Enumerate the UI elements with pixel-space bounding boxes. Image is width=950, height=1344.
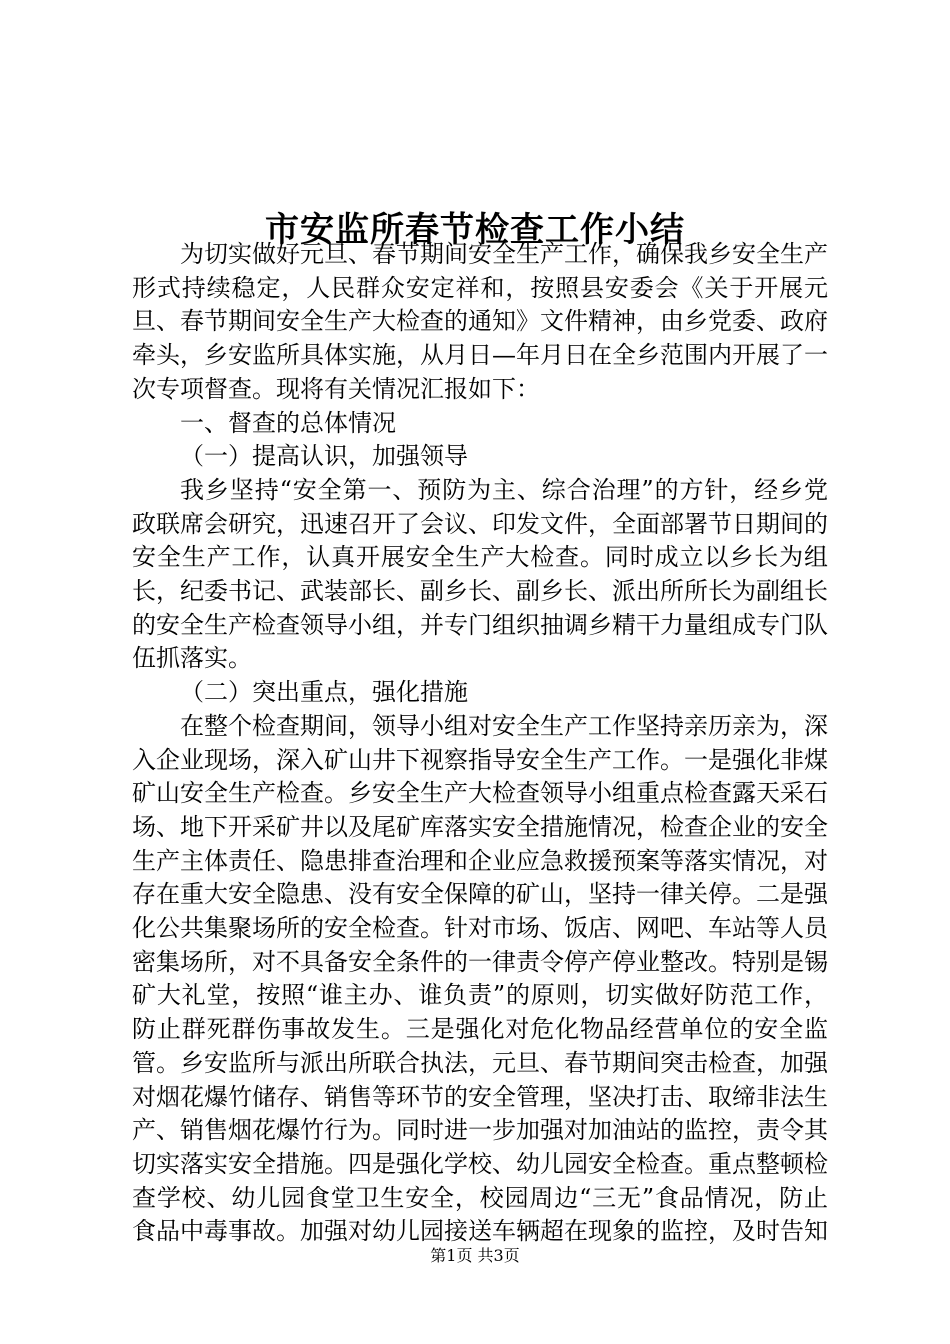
paragraph-intro: 为切实做好元旦、春节期间安全生产工作，确保我乡安全生产形式持续稳定，人民群众安定祥和，按照县安委会《关于开展元旦、春节期间安全生产大检查的通知》文件精神，由乡党委、政府牵头，乡安监所具体实施，从月日—年月日在全乡范围内开展了一次专项督查。现将有关情况汇报如下： [132,240,828,403]
subsection-heading-measures: （二）突出重点，强化措施 [180,678,468,707]
document-body [132,238,828,1249]
paragraph-leadership: 我乡坚持“安全第一、预防为主、综合治理”的方针，经乡党政联席会研究，迅速召开了会议、印发文件，全面部署节日期间的安全生产工作，认真开展安全生产大检查。同时成立以乡长为组长，纪委书记、武装部长、副乡长、副乡长、派出所所长为副组长的安全生产检查领导小组，并专门组织抽调乡精干力量组成专门队伍抓落实。 [132,475,828,673]
subsection-heading-leadership: （一）提高认识，加强领导 [180,442,468,471]
page-footer: 第1页 共3页 [430,1246,520,1265]
paragraph-measures: 在整个检查期间，领导小组对安全生产工作坚持亲历亲为，深入企业现场，深入矿山井下视察指导安全生产工作。一是强化非煤矿山安全生产检查。乡安全生产大检查领导小组重点检查露天采石场、地下开采矿井以及尾矿库落实安全措施情况，检查企业的安全生产主体责任、隐患排查治理和企业应急救援预案等落实情况，对存在重大安全隐患、没有安全保障的矿山，坚持一律关停。二是强化公共集聚场所的安全检查。针对市场、饭店、网吧、车站等人员密集场所，对不具备安全条件的一律责令停产停业整改。特别是锡矿大礼堂，按照“谁主办、谁负责”的原则，切实做好防范工作，防止群死群伤事故发生。三是强化对危化物品经营单位的安全监管。乡安监所与派出所联合执法，元旦、春节期间突击检查，加强对烟花爆竹储存、销售等环节的安全管理，坚决打击、取缔非法生产、销售烟花爆竹行为。同时进一步加强对加油站的监控，责令其切实落实安全措施。四是强化学校、幼儿园安全检查。重点整顿检查学校、幼儿园食堂卫生安全，校园周边“三无”食品情况，防止食品中毒事故。加强对幼儿园接送车辆超在现象的监控，及时告知 [132,711,828,1246]
document-title: 市安监所春节检查工作小结 [265,209,685,250]
section-heading-overview: 一、督查的总体情况 [180,408,396,437]
